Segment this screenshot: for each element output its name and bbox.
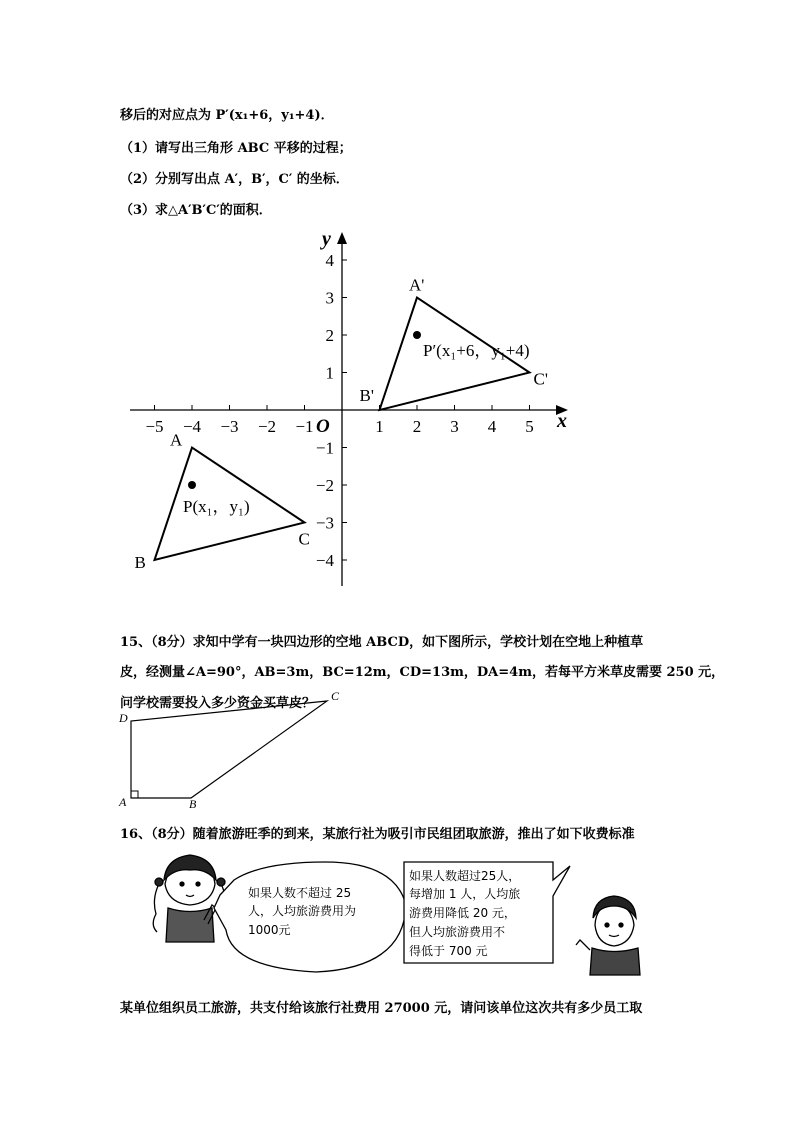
right-bubble-line-3: 游费用降低 20 元， xyxy=(409,906,516,920)
q15-line-1: 15、（8分）求知中学有一块四边形的空地 ABCD，如下图所示，学校计划在空地上种植草 xyxy=(120,635,644,650)
x-tick-label: −1 xyxy=(295,417,314,436)
boy-figure-icon xyxy=(576,896,640,975)
y-axis-label: y xyxy=(322,228,331,250)
y-tick-label: −4 xyxy=(315,551,334,570)
q15-line-2: 皮，经测量∠A=90°，AB=3m，BC=12m，CD=13m，DA=4m，若每平方米草皮需要 250 元， xyxy=(120,665,725,680)
x-tick-label: −2 xyxy=(257,417,277,436)
left-bubble-line-3: 1000元 xyxy=(248,923,291,937)
y-tick-label: 2 xyxy=(325,326,334,345)
right-bubble-line-1: 如果人数超过25人， xyxy=(409,869,521,883)
x-tick-label: −5 xyxy=(145,417,164,436)
point-p-label: P(x₁，y₁) xyxy=(183,497,250,516)
girl-figure-icon xyxy=(153,855,225,942)
vertex-c-prime-label: C' xyxy=(533,369,548,389)
q16-line-2: 某单位组织员工旅游，共支付给该旅行社费用 27000 元，请问该单位这次共有多少员工取 xyxy=(120,1001,643,1016)
x-tick-label: −3 xyxy=(220,417,239,436)
question-1: （1）请写出三角形 ABC 平移的过程； xyxy=(120,141,352,156)
x-tick-label: 5 xyxy=(525,417,534,436)
y-tick-label: 1 xyxy=(325,363,334,383)
point-p-prime-label: P′(x₁+6，y₁+4) xyxy=(423,341,530,360)
x-tick-label: 4 xyxy=(487,417,497,436)
y-tick-label: 4 xyxy=(325,251,334,270)
label-d: D xyxy=(119,711,128,725)
q16-line-1: 16、（8分）随着旅游旺季的到来，某旅行社为吸引市民组团取旅游，推出了如下收费标准 xyxy=(120,827,635,842)
x-tick-label: 3 xyxy=(450,417,459,436)
question-2: （2）分别写出点 A′，B′，C′ 的坐标． xyxy=(120,172,349,187)
right-bubble-line-5: 得低于 700 元 xyxy=(409,944,488,958)
vertex-a-label: A xyxy=(170,430,183,450)
q15-line-3: 问学校需要投入多少资金买草皮？ xyxy=(120,696,316,711)
left-bubble-line-2: 人，人均旅游费用为 xyxy=(248,904,357,918)
x-tick-label: −4 xyxy=(182,417,202,436)
x-axis-label: x xyxy=(557,410,567,432)
right-bubble-line-4: 但人均旅游费用不 xyxy=(409,925,506,939)
y-tick-label: −2 xyxy=(315,476,334,495)
y-tick-label: −1 xyxy=(315,438,334,458)
x-tick-label: 2 xyxy=(412,417,422,436)
vertex-b-prime-label: B' xyxy=(359,386,374,405)
vertex-a-prime-label: A' xyxy=(409,275,425,295)
question-3: （3）求△A′B′C′的面积． xyxy=(120,203,272,218)
label-c: C xyxy=(331,689,340,703)
right-bubble-line-2: 每增加 1 人，人均旅 xyxy=(409,887,521,901)
vertex-c-label: C xyxy=(298,529,310,549)
x-tick-label: 1 xyxy=(375,417,384,436)
intro-line: 移后的对应点为 P′(x₁+6，y₁+4)． xyxy=(120,108,334,123)
vertex-b-label: B xyxy=(134,553,146,572)
label-b: B xyxy=(189,797,197,811)
y-tick-label: 3 xyxy=(325,288,334,308)
origin-label: O xyxy=(316,416,330,437)
left-bubble-line-1: 如果人数不超过 25 xyxy=(248,886,352,900)
label-a: A xyxy=(119,795,127,809)
y-tick-label: −3 xyxy=(315,513,334,533)
